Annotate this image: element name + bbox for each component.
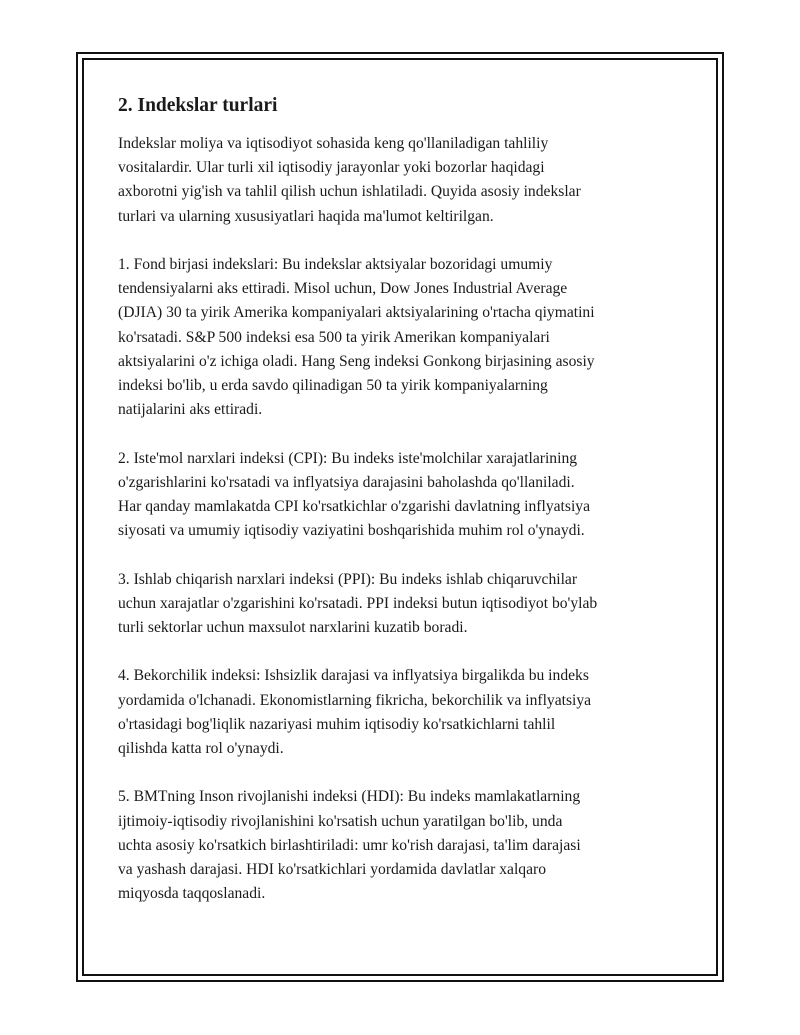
paragraph-intro: Indekslar moliya va iqtisodiyot sohasida keng qo'llaniladigan tahliliy vositalardir. Ular turli xil iqtisodiy jarayonlar yoki bozorlar haqidagi axborotni yig'ish va tahlil qilish uchun ishlatiladi. Quyida asosiy indekslar turlari va ularning xususiyatlari haqida ma'lumot keltirilgan.: [118, 135, 581, 225]
paragraph-cpi: 2. Iste'mol narxlari indeksi (CPI): Bu indeks iste'molchilar xarajatlarining o'zgarishlarini ko'rsatadi va inflyatsiya darajasini baholashda qo'llaniladi. Har qanday mamlakatda CPI ko'rsatkichlar o'zgarishi davlatning inflyatsiya siyosati va umumiy iqtisodiy vaziyatini boshqarishida muhim rol o'ynaydi.: [118, 449, 590, 540]
section-heading: 2. Indekslar turlari: [118, 95, 278, 116]
paragraph-hdi: 5. BMTning Inson rivojlanishi indeksi (HDI): Bu indeks mamlakatlarning ijtimoiy-iqtisodiy rivojlanishini ko'rsatish uchun yaratilgan bo'lib, unda uchta asosiy ko'rsatkich birlashtiriladi: umr ko'rish darajasi, ta'lim darajasi va yashash darajasi. HDI ko'rsatkichlari yordamida davlatlar xalqaro miqyosda taqqoslanadi.: [118, 788, 581, 903]
paragraph-stock-indices: 1. Fond birjasi indekslari: Bu indekslar aktsiyalar bozoridagi umumiy tendensiyalarni aks ettiradi. Misol uchun, Dow Jones Industrial Average (DJIA) 30 ta yirik Amerika kompaniyalari aktsiyalarining o'rtacha qiymatini ko'rsatadi. S&P 500 indeksi esa 500 ta yirik Amerikan kompaniyalari aktsiyalarini o'z ichiga oladi. Hang Seng indeksi Gonkong birjasining asosiy indeksi bo'lib, u erda savdo qilinadigan 50 ta yirik kompaniyalarning natijalarini aks ettiradi.: [118, 256, 595, 419]
paragraph-ppi: 3. Ishlab chiqarish narxlari indeksi (PPI): Bu indeks ishlab chiqaruvchilar uchun xarajatlar o'zgarishini ko'rsatadi. PPI indeksi butun iqtisodiyot bo'ylab turli sektorlar uchun maxsulot narxlarini kuzatib boradi.: [118, 570, 598, 637]
paragraph-unemployment-index: 4. Bekorchilik indeksi: Ishsizlik darajasi va inflyatsiya birgalikda bu indeks yordamida o'lchanadi. Ekonomistlarning fikricha, bekorchilik va inflyatsiya o'rtasidagi bog'liqlik nazariyasi muhim iqtisodiy ko'rsatkichlarni tahlil qilishda katta rol o'ynaydi.: [118, 667, 592, 758]
document-body: [118, 94, 692, 931]
